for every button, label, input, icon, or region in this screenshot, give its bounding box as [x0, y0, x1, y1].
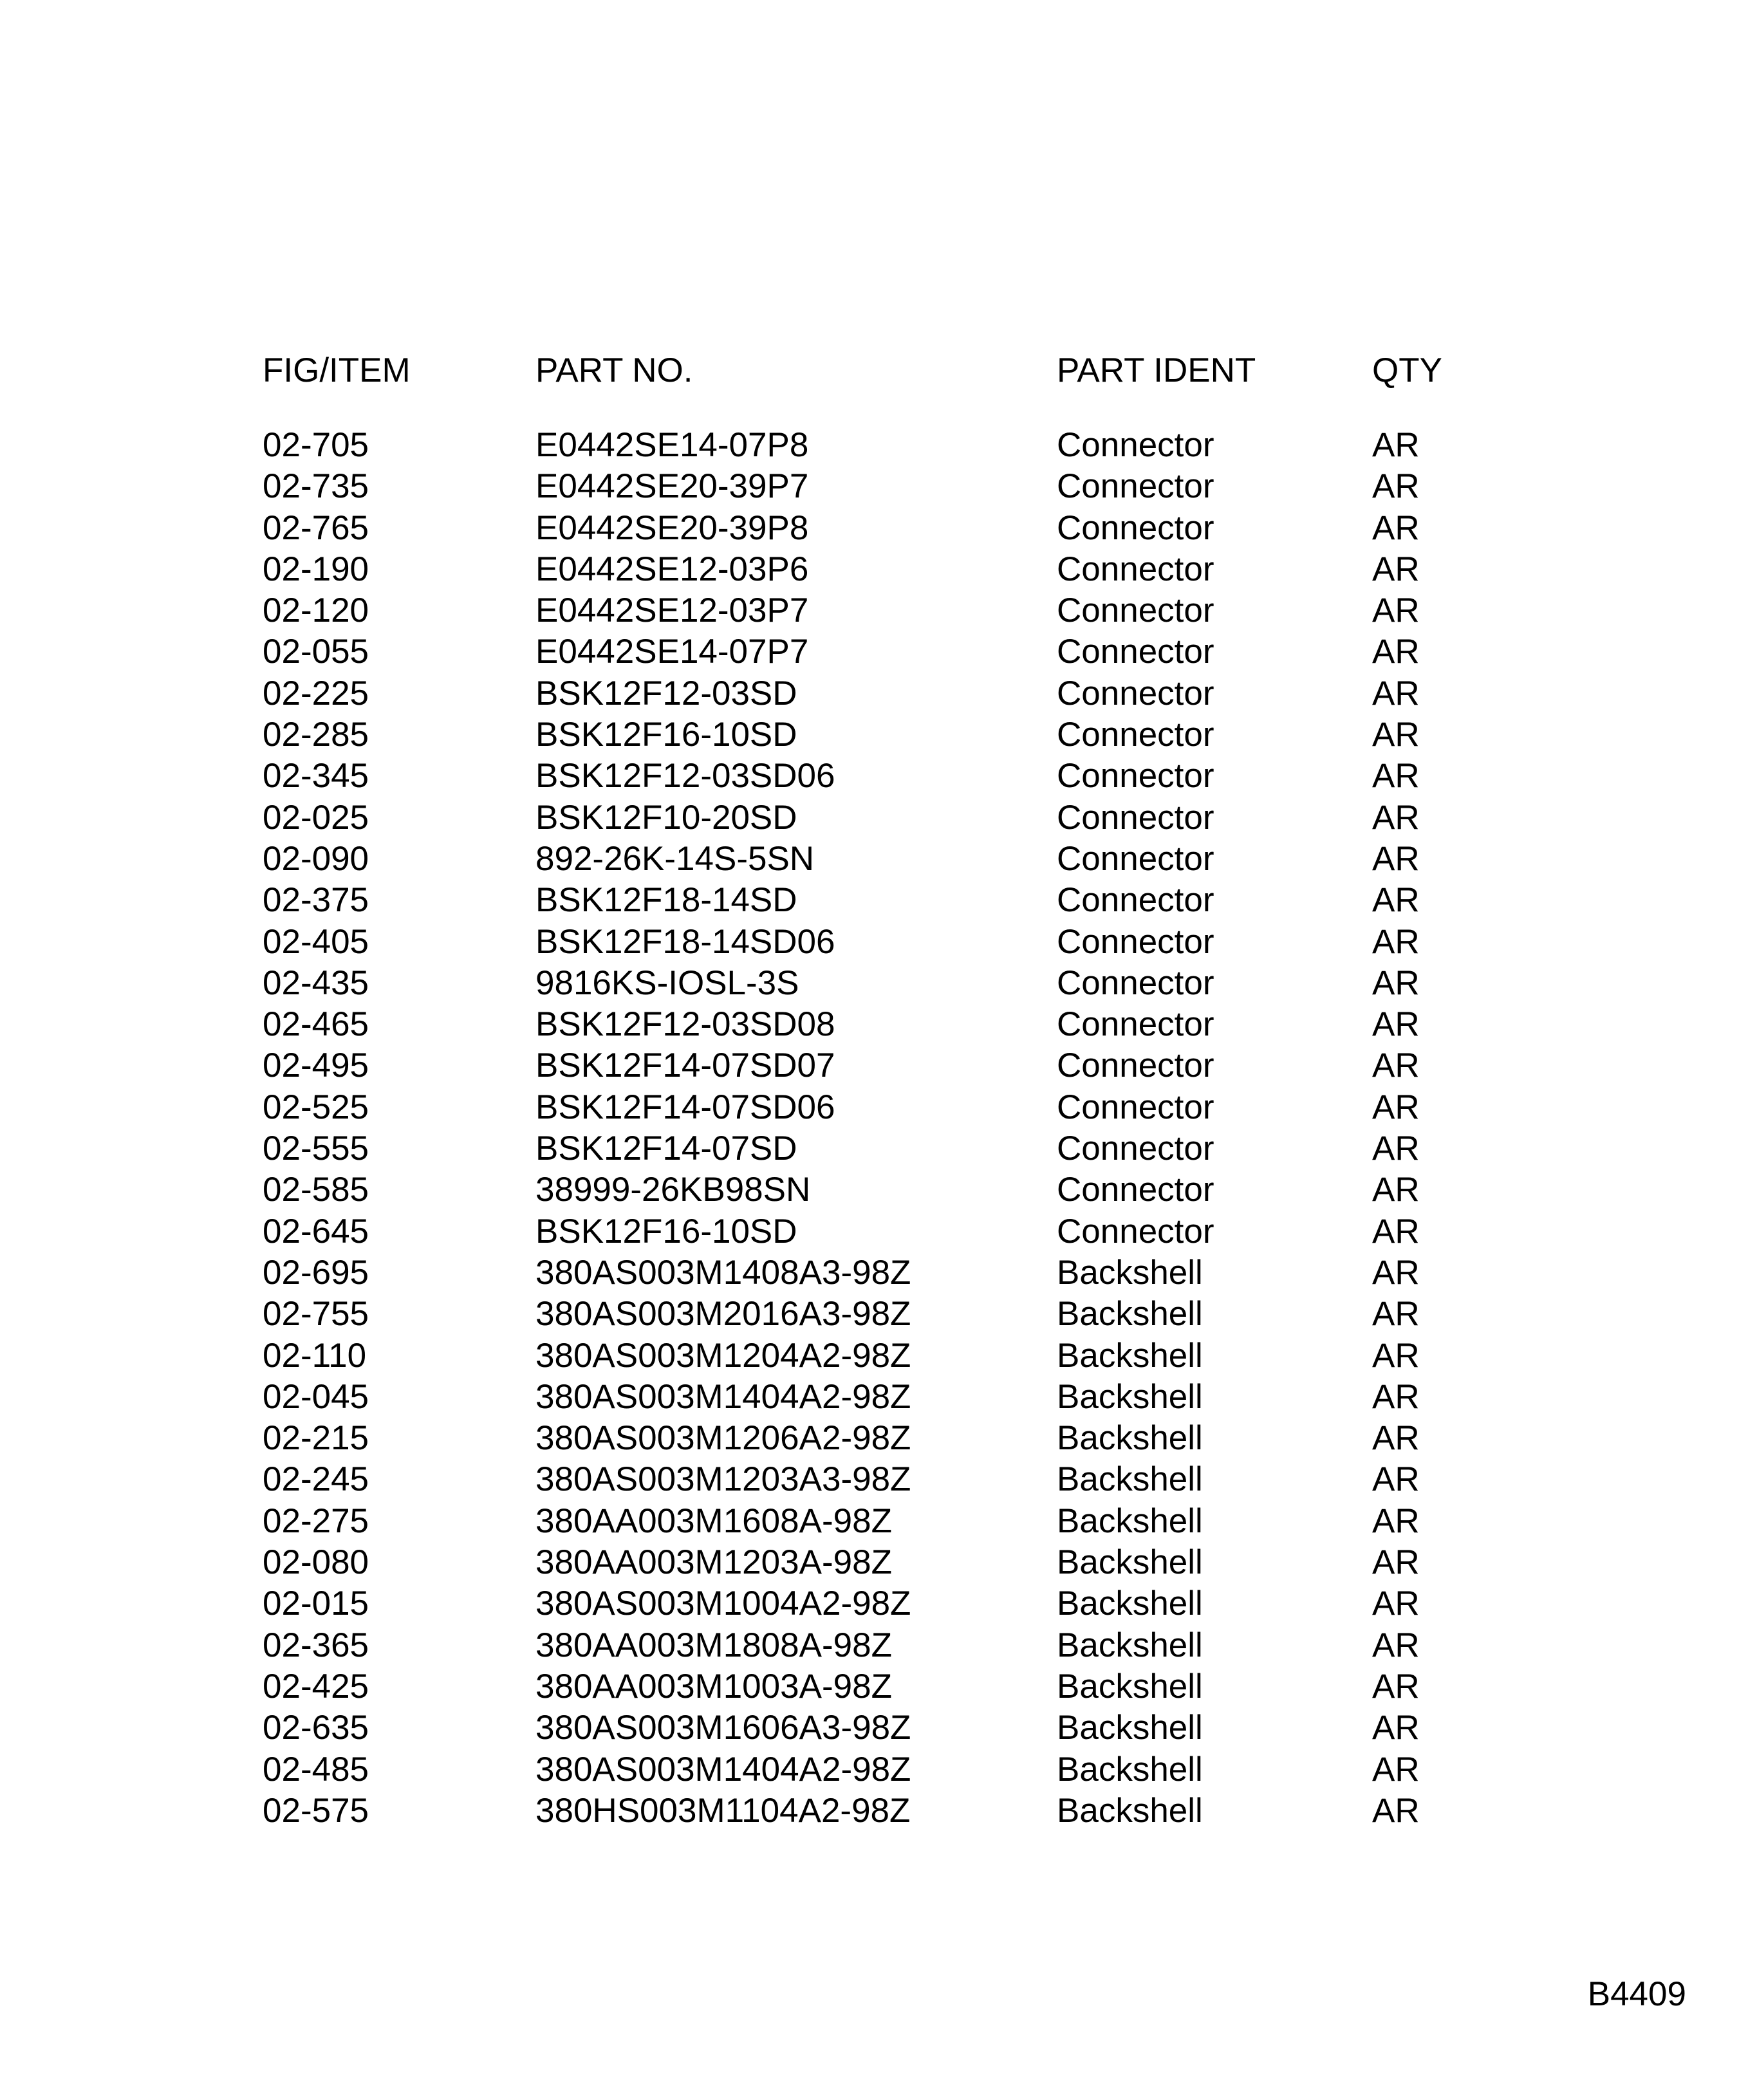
fig-item-cell: 02-285 — [263, 716, 369, 754]
part-no-cell: 380AA003M1808A-98Z — [535, 1626, 892, 1664]
part-ident-cell: Backshell — [1057, 1667, 1203, 1705]
qty-cell: AR — [1372, 1212, 1420, 1250]
header-row — [263, 341, 1485, 399]
part-no-cell: E0442SE20-39P7 — [535, 467, 809, 506]
qty-cell: AR — [1372, 550, 1420, 588]
table-row — [263, 673, 1485, 714]
table-row — [263, 590, 1485, 631]
table-row — [263, 1790, 1485, 1832]
part-ident-cell: Backshell — [1057, 1460, 1203, 1499]
table-row — [263, 922, 1485, 963]
fig-item-cell: 02-025 — [263, 798, 369, 837]
qty-cell: AR — [1372, 1046, 1420, 1085]
table-row — [263, 1583, 1485, 1624]
qty-cell: AR — [1372, 633, 1420, 671]
table-row — [263, 1045, 1485, 1086]
table-row — [263, 1418, 1485, 1459]
table-row — [263, 1294, 1485, 1335]
part-ident-cell: Connector — [1057, 550, 1214, 588]
header-qty: QTY — [1372, 351, 1442, 389]
part-no-cell: 380AS003M1203A3-98Z — [535, 1460, 911, 1499]
qty-cell: AR — [1372, 922, 1420, 961]
part-ident-cell: Connector — [1057, 467, 1214, 506]
fig-item-cell: 02-080 — [263, 1543, 369, 1582]
part-no-cell: BSK12F12-03SD — [535, 674, 797, 712]
part-no-cell: BSK12F18-14SD — [535, 881, 797, 920]
part-no-cell: 380AS003M1404A2-98Z — [535, 1750, 911, 1789]
part-ident-cell: Connector — [1057, 839, 1214, 878]
fig-item-cell: 02-755 — [263, 1295, 369, 1333]
table-header — [263, 341, 1485, 399]
part-no-cell: BSK12F14-07SD07 — [535, 1046, 835, 1085]
part-no-cell: BSK12F12-03SD08 — [535, 1005, 835, 1044]
header-part-ident: PART IDENT — [1057, 351, 1256, 389]
fig-item-cell: 02-120 — [263, 591, 369, 630]
table-row — [263, 631, 1485, 673]
fig-item-cell: 02-465 — [263, 1005, 369, 1044]
qty-cell: AR — [1372, 1791, 1420, 1830]
qty-cell: AR — [1372, 1709, 1420, 1747]
fig-item-cell: 02-765 — [263, 508, 369, 547]
qty-cell: AR — [1372, 508, 1420, 547]
qty-cell: AR — [1372, 467, 1420, 506]
fig-item-cell: 02-215 — [263, 1419, 369, 1458]
qty-cell: AR — [1372, 1419, 1420, 1458]
fig-item-cell: 02-015 — [263, 1584, 369, 1623]
part-no-cell: BSK12F14-07SD — [535, 1129, 797, 1168]
part-no-cell: BSK12F12-03SD06 — [535, 757, 835, 795]
table-row — [263, 1252, 1485, 1294]
qty-cell: AR — [1372, 1501, 1420, 1540]
fig-item-cell: 02-585 — [263, 1171, 369, 1209]
part-ident-cell: Connector — [1057, 798, 1214, 837]
fig-item-cell: 02-735 — [263, 467, 369, 506]
part-no-cell: 380AS003M1404A2-98Z — [535, 1377, 911, 1416]
table-row — [263, 466, 1485, 507]
qty-cell: AR — [1372, 1460, 1420, 1499]
table-row — [263, 1128, 1485, 1169]
qty-cell: AR — [1372, 1584, 1420, 1623]
part-no-cell: BSK12F14-07SD06 — [535, 1088, 835, 1126]
part-ident-cell: Backshell — [1057, 1709, 1203, 1747]
table-row — [263, 1707, 1485, 1749]
document-code: B4409 — [1587, 1975, 1686, 2013]
header-part-no: PART NO. — [535, 351, 693, 389]
table-row — [263, 1211, 1485, 1252]
qty-cell: AR — [1372, 1253, 1420, 1292]
part-ident-cell: Connector — [1057, 508, 1214, 547]
qty-cell: AR — [1372, 1377, 1420, 1416]
qty-cell: AR — [1372, 1543, 1420, 1582]
part-no-cell: E0442SE14-07P7 — [535, 633, 809, 671]
part-no-cell: 380AS003M1606A3-98Z — [535, 1709, 911, 1747]
table-row — [263, 880, 1485, 921]
part-no-cell: E0442SE12-03P6 — [535, 550, 809, 588]
qty-cell: AR — [1372, 757, 1420, 795]
table-row — [263, 1666, 1485, 1707]
table-body — [263, 425, 1485, 1832]
fig-item-cell: 02-090 — [263, 839, 369, 878]
table-row — [263, 1501, 1485, 1542]
part-ident-cell: Backshell — [1057, 1419, 1203, 1458]
qty-cell: AR — [1372, 1005, 1420, 1044]
fig-item-cell: 02-705 — [263, 426, 369, 464]
qty-cell: AR — [1372, 1667, 1420, 1705]
part-no-cell: BSK12F10-20SD — [535, 798, 797, 837]
table-row — [263, 549, 1485, 590]
part-no-cell: 380AS003M2016A3-98Z — [535, 1295, 911, 1333]
part-ident-cell: Connector — [1057, 1212, 1214, 1250]
part-ident-cell: Backshell — [1057, 1377, 1203, 1416]
part-no-cell: 38999-26KB98SN — [535, 1171, 811, 1209]
parts-list-table — [263, 341, 1485, 1832]
part-ident-cell: Backshell — [1057, 1543, 1203, 1582]
table-row — [263, 756, 1485, 797]
fig-item-cell: 02-495 — [263, 1046, 369, 1085]
fig-item-cell: 02-435 — [263, 963, 369, 1002]
table-row — [263, 1335, 1485, 1377]
fig-item-cell: 02-225 — [263, 674, 369, 712]
qty-cell: AR — [1372, 674, 1420, 712]
fig-item-cell: 02-525 — [263, 1088, 369, 1126]
part-ident-cell: Connector — [1057, 426, 1214, 464]
qty-cell: AR — [1372, 1626, 1420, 1664]
part-no-cell: 380AA003M1608A-98Z — [535, 1501, 892, 1540]
part-no-cell: 380AS003M1004A2-98Z — [535, 1584, 911, 1623]
part-ident-cell: Connector — [1057, 922, 1214, 961]
part-no-cell: 9816KS-IOSL-3S — [535, 963, 799, 1002]
part-ident-cell: Connector — [1057, 881, 1214, 920]
part-ident-cell: Connector — [1057, 1005, 1214, 1044]
qty-cell: AR — [1372, 1088, 1420, 1126]
qty-cell: AR — [1372, 881, 1420, 920]
part-ident-cell: Connector — [1057, 1171, 1214, 1209]
table-row — [263, 425, 1485, 466]
part-no-cell: 380AA003M1003A-98Z — [535, 1667, 892, 1705]
qty-cell: AR — [1372, 591, 1420, 630]
qty-cell: AR — [1372, 426, 1420, 464]
table-row — [263, 1459, 1485, 1500]
qty-cell: AR — [1372, 798, 1420, 837]
header-fig-item: FIG/ITEM — [263, 351, 411, 389]
fig-item-cell: 02-110 — [263, 1336, 367, 1375]
part-ident-cell: Backshell — [1057, 1336, 1203, 1375]
part-ident-cell: Backshell — [1057, 1584, 1203, 1623]
part-ident-cell: Connector — [1057, 591, 1214, 630]
part-ident-cell: Backshell — [1057, 1750, 1203, 1789]
fig-item-cell: 02-275 — [263, 1501, 369, 1540]
fig-item-cell: 02-425 — [263, 1667, 369, 1705]
fig-item-cell: 02-245 — [263, 1460, 369, 1499]
table-row — [263, 1625, 1485, 1666]
part-ident-cell: Connector — [1057, 1088, 1214, 1126]
part-no-cell: BSK12F16-10SD — [535, 716, 797, 754]
fig-item-cell: 02-695 — [263, 1253, 369, 1292]
part-ident-cell: Connector — [1057, 716, 1214, 754]
fig-item-cell: 02-555 — [263, 1129, 369, 1168]
qty-cell: AR — [1372, 716, 1420, 754]
part-ident-cell: Connector — [1057, 1129, 1214, 1168]
table-row — [263, 1087, 1485, 1128]
part-no-cell: 892-26K-14S-5SN — [535, 839, 815, 878]
fig-item-cell: 02-375 — [263, 881, 369, 920]
part-ident-cell: Backshell — [1057, 1295, 1203, 1333]
part-no-cell: BSK12F18-14SD06 — [535, 922, 835, 961]
table-row — [263, 797, 1485, 839]
table-row — [263, 839, 1485, 880]
qty-cell: AR — [1372, 1336, 1420, 1375]
part-ident-cell: Connector — [1057, 963, 1214, 1002]
qty-cell: AR — [1372, 1129, 1420, 1168]
fig-item-cell: 02-055 — [263, 633, 369, 671]
part-no-cell: 380AS003M1204A2-98Z — [535, 1336, 911, 1375]
part-ident-cell: Backshell — [1057, 1253, 1203, 1292]
part-no-cell: 380AA003M1203A-98Z — [535, 1543, 892, 1582]
part-no-cell: E0442SE20-39P8 — [535, 508, 809, 547]
fig-item-cell: 02-635 — [263, 1709, 369, 1747]
part-no-cell: 380HS003M1104A2-98Z — [535, 1791, 911, 1830]
table-row — [263, 714, 1485, 756]
part-ident-cell: Connector — [1057, 674, 1214, 712]
qty-cell: AR — [1372, 1171, 1420, 1209]
header-spacer — [263, 399, 1485, 425]
fig-item-cell: 02-405 — [263, 922, 369, 961]
part-no-cell: E0442SE14-07P8 — [535, 426, 809, 464]
table-row — [263, 1377, 1485, 1418]
part-no-cell: BSK12F16-10SD — [535, 1212, 797, 1250]
part-ident-cell: Backshell — [1057, 1791, 1203, 1830]
part-ident-cell: Connector — [1057, 1046, 1214, 1085]
table-row — [263, 1169, 1485, 1211]
fig-item-cell: 02-190 — [263, 550, 369, 588]
qty-cell: AR — [1372, 1295, 1420, 1333]
fig-item-cell: 02-575 — [263, 1791, 369, 1830]
table-row — [263, 508, 1485, 549]
part-ident-cell: Backshell — [1057, 1626, 1203, 1664]
table-row — [263, 1004, 1485, 1045]
table-row — [263, 1542, 1485, 1583]
part-ident-cell: Backshell — [1057, 1501, 1203, 1540]
qty-cell: AR — [1372, 1750, 1420, 1789]
part-ident-cell: Connector — [1057, 633, 1214, 671]
fig-item-cell: 02-345 — [263, 757, 369, 795]
part-no-cell: 380AS003M1206A2-98Z — [535, 1419, 911, 1458]
part-no-cell: E0442SE12-03P7 — [535, 591, 809, 630]
table-row — [263, 1749, 1485, 1790]
table-row — [263, 963, 1485, 1004]
qty-cell: AR — [1372, 839, 1420, 878]
fig-item-cell: 02-645 — [263, 1212, 369, 1250]
fig-item-cell: 02-365 — [263, 1626, 369, 1664]
fig-item-cell: 02-045 — [263, 1377, 369, 1416]
fig-item-cell: 02-485 — [263, 1750, 369, 1789]
qty-cell: AR — [1372, 963, 1420, 1002]
part-ident-cell: Connector — [1057, 757, 1214, 795]
part-no-cell: 380AS003M1408A3-98Z — [535, 1253, 911, 1292]
